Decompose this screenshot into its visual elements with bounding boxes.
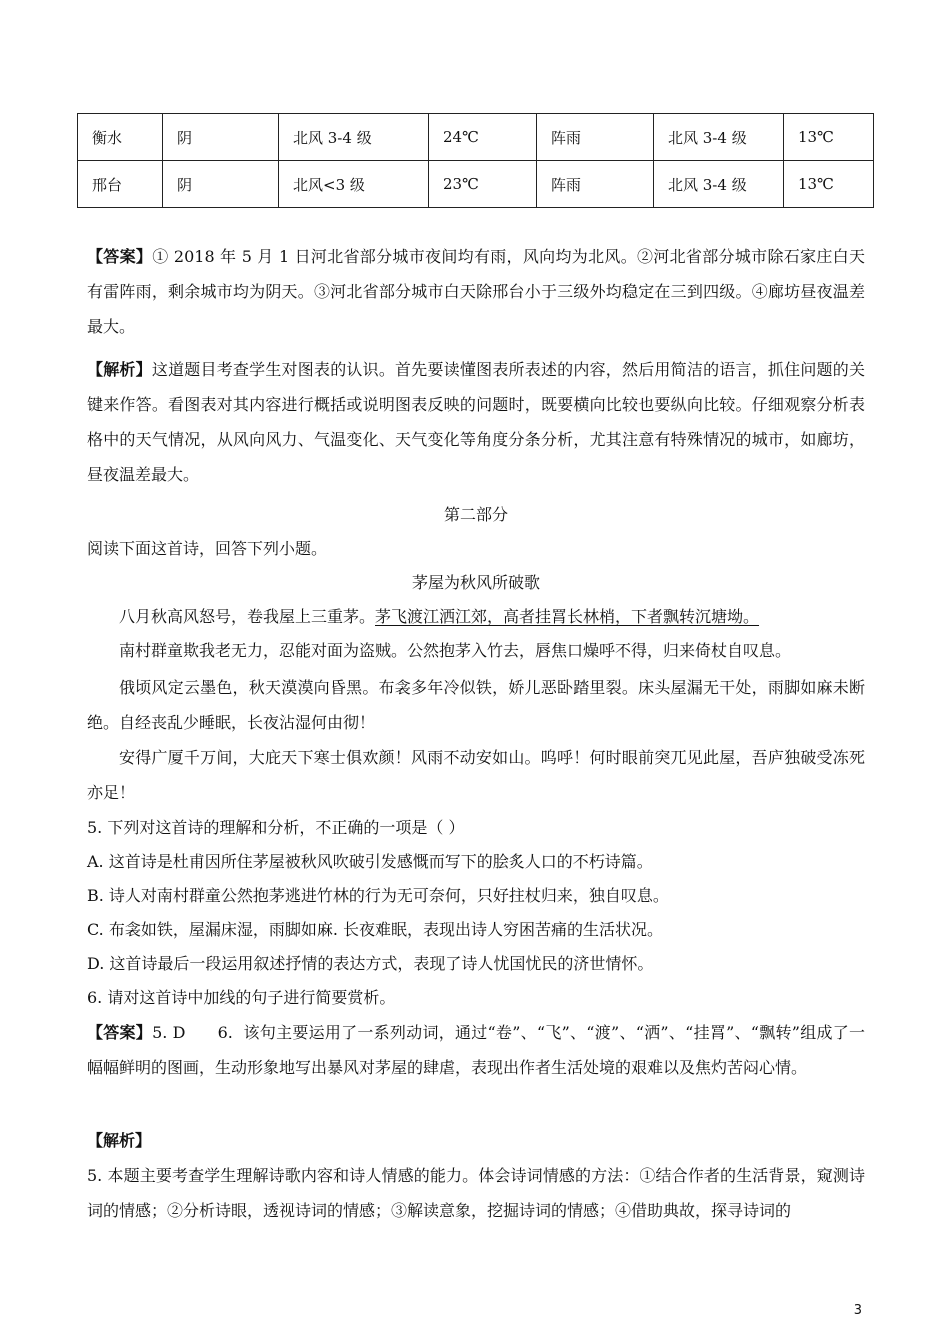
answer-block-1 [87, 239, 865, 344]
answer-text: 5. D 6. 该句主要运用了一系列动词，通过“卷”、“飞”、“渡”、“洒”、“挂罥”、“飘转”组成了一幅幅鲜明的图画，生动形象地写出暴风对茅屋的肆虐，表现出作者生活处境的艰难以及焦灼苦闷心情。 [87, 1023, 865, 1077]
underlined-poem-line: 茅飞渡江洒江郊，高者挂罥长林梢，下者飘转沉塘坳。 [375, 607, 760, 626]
night-wind-cell: 北风 3-4 级 [654, 114, 784, 161]
day-wind-cell: 北风 3-4 级 [279, 114, 429, 161]
poem-line: 八月秋高风怒号，卷我屋上三重茅。 [119, 607, 376, 626]
analysis-text: 这道题目考查学生对图表的认识。首先要读懂图表所表述的内容，然后用简洁的语言，抓住问题的关键来作答。看图表对其内容进行概括或说明图表反映的问题时，既要横向比较也要纵向比较。仔细观察分析表格中的天气情况，从风向风力、气温变化、天气变化等角度分条分析，尤其注意有特殊情况的城市，如廊坊，昼夜温差最大。 [87, 360, 865, 484]
night-wind-cell: 北风 3-4 级 [654, 161, 784, 208]
question-6-stem: 6. 请对这首诗中加线的句子进行简要赏析。 [87, 988, 396, 1007]
analysis-text-2: 5. 本题主要考查学生理解诗歌内容和诗人情感的能力。体会诗词情感的方法：①结合作者的生活背景，窥测诗词的情感；②分析诗眼，透视诗词的情感；③解读意象，挖掘诗词的情感；④借助典故，探寻诗词的 [87, 1166, 865, 1220]
reading-instruction: 阅读下面这首诗，回答下列小题。 [87, 539, 328, 558]
night-weather-cell: 阵雨 [537, 161, 654, 208]
table-row [78, 114, 874, 161]
poem-title: 茅屋为秋风所破歌 [411, 573, 540, 592]
poem-stanza-3: 俄顷风定云墨色，秋天漠漠向昏黑。布衾多年冷似铁，娇儿恶卧踏里裂。床头屋漏无干处，雨脚如麻未断绝。自经丧乱少睡眠，长夜沾湿何由彻！ [87, 678, 865, 732]
option-d: D. 这首诗最后一段运用叙述抒情的表达方式，表现了诗人忧国忧民的济世情怀。 [87, 954, 654, 973]
analysis-label: 【解析】 [87, 360, 152, 379]
weather-table [77, 113, 874, 208]
day-wind-cell: 北风<3 级 [279, 161, 429, 208]
option-b: B. 诗人对南村群童公然抱茅逃进竹林的行为无可奈何，只好拄杖归来，独自叹息。 [87, 886, 669, 905]
table-row [78, 161, 874, 208]
poem-stanza-2: 南村群童欺我老无力，忍能对面为盗贼。公然抱茅入竹去，唇焦口燥呼不得，归来倚杖自叹息。 [119, 641, 792, 660]
poem-stanza-1 [87, 602, 877, 632]
answer-label: 【答案】 [87, 1023, 153, 1042]
day-weather-cell: 阴 [163, 114, 279, 161]
analysis-label-2 [87, 1126, 877, 1156]
analysis-label: 【解析】 [87, 1131, 152, 1150]
low-temp-cell: 13℃ [784, 114, 874, 161]
night-weather-cell: 阵雨 [537, 114, 654, 161]
answer-text: ① 2018 年 5 月 1 日河北省部分城市夜间均有雨，风向均为北风。②河北省部分城市除石家庄白天有雷阵雨，剩余城市均为阴天。③河北省部分城市白天除邢台小于三级外均稳定在三到四级。④廊坊昼夜温差最大。 [87, 247, 865, 336]
option-c: C. 布衾如铁，屋漏床湿，雨脚如麻. 长夜难眠，表现出诗人穷困苦痛的生活状况。 [87, 920, 664, 939]
poem-stanza-4: 安得广厦千万间，大庇天下寒士俱欢颜！风雨不动安如山。呜呼！何时眼前突兀见此屋，吾庐独破受冻死亦足！ [87, 748, 865, 802]
city-cell: 衡水 [78, 114, 163, 161]
question-5-stem: 5. 下列对这首诗的理解和分析，不正确的一项是（ ） [87, 818, 465, 837]
analysis-block-1 [87, 352, 865, 492]
high-temp-cell: 23℃ [429, 161, 537, 208]
answer-block-2 [87, 1015, 865, 1085]
answer-label: 【答案】 [87, 247, 153, 266]
option-a: A. 这首诗是杜甫因所住茅屋被秋风吹破引发感慨而写下的脍炙人口的不朽诗篇。 [87, 852, 653, 871]
high-temp-cell: 24℃ [429, 114, 537, 161]
city-cell: 邢台 [78, 161, 163, 208]
low-temp-cell: 13℃ [784, 161, 874, 208]
day-weather-cell: 阴 [163, 161, 279, 208]
section-title: 第二部分 [443, 505, 508, 524]
page-number: 3 [853, 1303, 862, 1318]
